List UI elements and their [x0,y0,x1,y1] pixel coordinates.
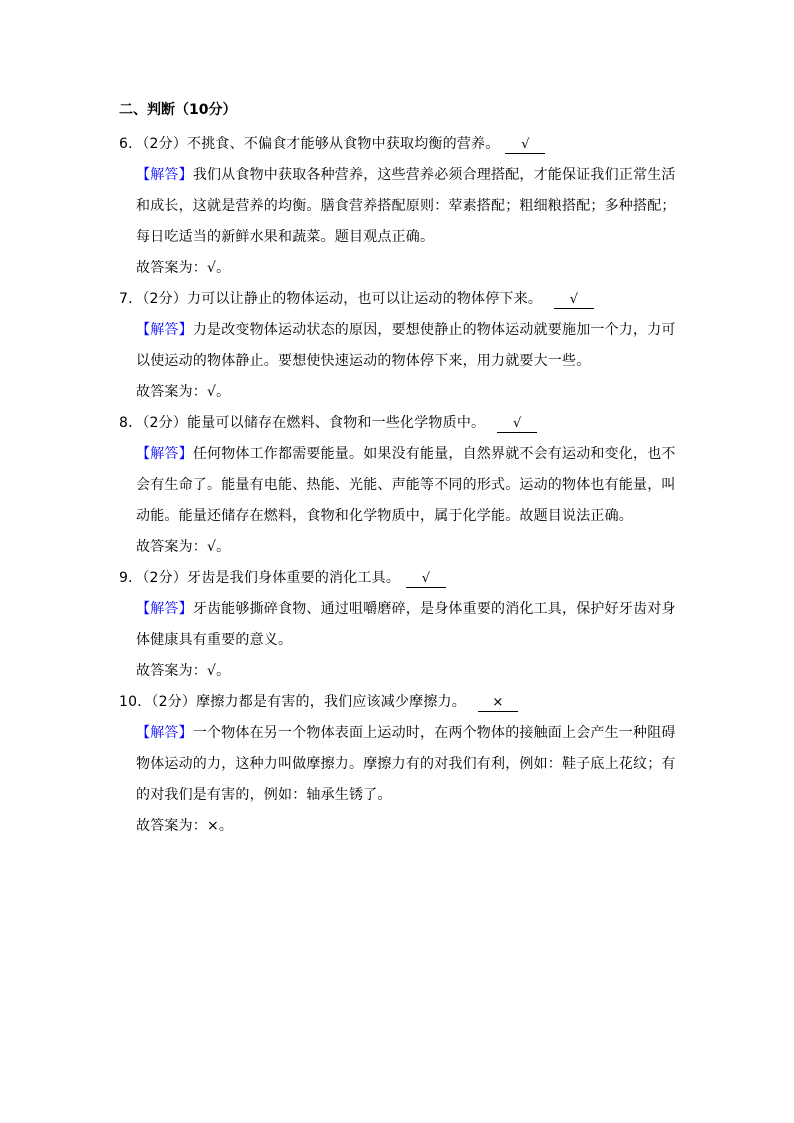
check-mark-icon: √ [521,137,530,152]
question-10 [119,692,518,712]
analysis-tag: 【解答】 [136,446,193,462]
question-stem: 能量可以储存在燃料、食物和一些化学物质中。 [187,415,486,431]
answer-blank [478,694,518,712]
answer-conclusion: 故答案为：√。 [136,384,231,400]
analysis-tag: 【解答】 [136,167,193,183]
check-mark-icon: √ [421,571,431,586]
question-number: 9． [119,570,143,586]
analysis-line: 动能。能量还储存在燃料，食物和化学物质中，属于化学能。故题目说法正确。 [136,508,633,524]
question-9 [119,568,446,588]
analysis-line: 和成长，这就是营养的均衡。膳食营养搭配原则：荤素搭配；粗细粮搭配；多种搭配； [136,198,676,214]
answer-blank [505,136,545,154]
check-mark-icon: √ [569,292,579,307]
analysis-line: 会有生命了。能量有电能、热能、光能、声能等不同的形式。运动的物体也有能量，叫 [136,477,676,493]
analysis-line: 体健康具有重要的意义。 [136,632,293,648]
analysis-line [136,444,676,464]
question-stem: 力可以让静止的物体运动，也可以让运动的物体停下来。 [187,291,543,307]
question-score: （2分） [142,415,188,431]
answer-blank [406,570,446,588]
analysis-line [136,599,676,619]
analysis-line [136,320,676,340]
question-stem: 摩擦力都是有害的，我们应该减少摩擦力。 [196,694,466,710]
question-number: 8． [119,415,143,431]
analysis-text: 牙齿能够撕碎食物、通过咀嚼磨碎，是身体重要的消化工具，保护好牙齿对身 [192,601,676,617]
answer-blank [554,291,594,309]
answer-blank [497,415,537,433]
analysis-tag: 【解答】 [136,725,193,741]
question-number: 10． [119,694,152,710]
answer-conclusion: 故答案为：√。 [136,260,231,276]
question-stem: 牙齿是我们身体重要的消化工具。 [187,570,401,586]
analysis-line: 每日吃适当的新鲜水果和蔬菜。题目观点正确。 [136,229,435,245]
analysis-text: 一个物体在另一个物体表面上运动时，在两个物体的接触面上会产生一种阻碍 [192,725,676,741]
answer-conclusion: 故答案为：√。 [136,663,231,679]
question-8 [119,413,537,433]
question-number: 6． [119,136,143,152]
analysis-tag: 【解答】 [136,601,193,617]
question-stem: 不挑食、不偏食才能够从食物中获取均衡的营养。 [187,136,500,152]
cross-mark-icon: × [492,695,504,710]
analysis-line: 的对我们是有害的，例如：轴承生锈了。 [136,787,392,803]
analysis-text: 我们从食物中获取各种营养，这些营养必须合理搭配，才能保证我们正常生活 [192,167,676,183]
question-number: 7． [119,291,143,307]
question-score: （2分） [142,570,188,586]
question-score: （2分） [142,291,188,307]
section-title: 二、判断（10分） [119,102,237,118]
question-score: （2分） [151,694,197,710]
answer-conclusion: 故答案为：×。 [136,818,234,834]
analysis-text: 力是改变物体运动状态的原因，要想使静止的物体运动就要施加一个力，力可 [192,322,676,338]
analysis-tag: 【解答】 [136,322,193,338]
question-score: （2分） [142,136,188,152]
analysis-line [136,165,676,185]
question-7 [119,289,594,309]
question-6 [119,134,545,154]
analysis-line: 以使运动的物体静止。要想使快速运动的物体停下来，用力就要大一些。 [136,353,591,369]
analysis-line: 物体运动的力，这种力叫做摩擦力。摩擦力有的对我们有利，例如：鞋子底上花纹；有 [136,756,676,772]
check-mark-icon: √ [512,416,522,431]
answer-conclusion: 故答案为：√。 [136,539,231,555]
analysis-text: 任何物体工作都需要能量。如果没有能量，自然界就不会有运动和变化，也不 [192,446,676,462]
analysis-line [136,723,676,743]
